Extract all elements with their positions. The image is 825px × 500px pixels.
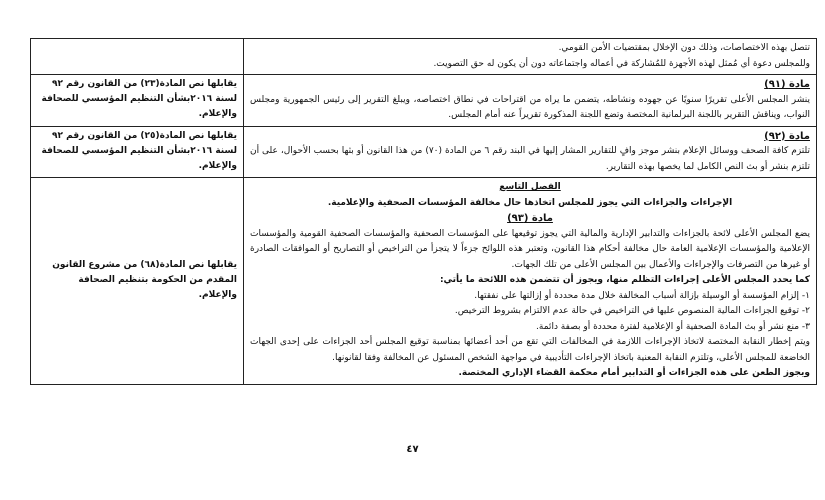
article-text: يضع المجلس الأعلى لائحة بالجزاءات والتدابير الإدارية والمالية التي يجوز توقيعها على المؤسسات الصحفية والمؤسسات الصحفية القومية والمؤسسات الإعلامية والمؤسسات الإعلامية العامة حال مخالفة أحكام هذا القانون، وتعتبر هذه اللوائح جزءاً لا يتجزأ من التراخيص أو التصاريح أو الموافقات الصادرة أو غيرها من التصرفات والإجراءات والأعمال بين المجلس الأعلى من تلك الجهات. <box>250 228 810 270</box>
article-cell <box>244 126 817 178</box>
list-item: ٢- توقيع الجزاءات المالية المنصوص عليها في التراخيص في حالة عدم الالتزام بشروط الترخيص. <box>454 306 810 316</box>
note-cell: يقابلها نص المادة(٢٥) من القانون رقم ٩٢ لسنة ٢٠١٦بشأن التنظيم المؤسسي للصحافة والإعلام. <box>31 126 244 178</box>
law-comparison-table <box>30 38 817 385</box>
note-cell <box>31 39 244 75</box>
chapter-subtitle: الإجراءات والجزاءات التي يجوز للمجلس اتخاذها حال مخالفة المؤسسات الصحفية والإعلامية. <box>327 197 733 208</box>
article-text: ينشر المجلس الأعلى تقريرًا سنويًا عن جهوده ونشاطه، يتضمن ما يراه من اقتراحات في نطاق اختصاصه، ويبلغ التقرير إلى رئيس الجمهورية ومجلس النواب، ويناقش التقرير باللجنة البرلمانية المختصة وتضع اللجنة المذكورة تقريراً عنه أمام المجلس. <box>250 94 810 120</box>
article-text: وللمجلس دعوة أي مُمثل لهذه الأجهزة للمُشاركة في أعماله واجتماعاته دون أن يكون له حق التصويت. <box>433 58 810 69</box>
article-heading: مادة (٩٣) <box>507 213 553 224</box>
article-text: كما يحدد المجلس الأعلى إجراءات التظلم منها، ويجوز أن تتضمن هذه اللائحة ما يأتي: <box>439 275 810 285</box>
article-text: تتصل بهذه الاختصاصات، وذلك دون الإخلال بمقتضيات الأمن القومي. <box>558 43 810 53</box>
article-heading: مادة (٩٢) <box>764 130 810 142</box>
table-row <box>31 39 817 75</box>
document-page <box>30 38 811 442</box>
note-cell: يقابلها نص المادة(٢٣) من القانون رقم ٩٢ لسنة ٢٠١٦بشأن التنظيم المؤسسي للصحافة والإعلام. <box>31 75 244 127</box>
article-text: ويجوز الطعن على هذه الجزاءات أو التدابير أمام محكمة القضاء الإداري المختصة. <box>458 368 810 378</box>
article-heading: مادة (٩١) <box>764 79 810 90</box>
chapter-cell <box>244 178 817 385</box>
article-cell <box>244 39 817 75</box>
table-row <box>31 178 817 385</box>
chapter-title: الفصل التاسع <box>499 182 561 192</box>
table-row <box>31 126 817 178</box>
article-text: تلتزم كافة الصحف ووسائل الإعلام بنشر موجز وافٍ للتقارير المشار إليها في البند رقم ٦ من المادة (٧٠) من هذا القانون أو بثها بحسب الأحوال، على أن تلتزم بنشر أو بث النص الكامل لما يخصها بهذه التقارير. <box>250 146 811 172</box>
note-cell: يقابلها نص المادة(٦٨) من مشروع القانون المقدم من الحكومة بتنظيم الصحافة والإعلام. <box>31 178 244 385</box>
table-row <box>31 75 817 127</box>
article-cell <box>244 75 817 127</box>
page-number: ٤٧ <box>406 444 419 455</box>
article-text: ويتم إخطار النقابة المختصة لاتخاذ الإجراءات اللازمة في المخالفات التي تقع من أحد أعضائها بمناسبة توقيع المجلس أحد الجزاءات على إحدى الجهات الخاضعة للمجلس الأعلى، وتلتزم النقابة المعنية باتخاذ الإجراءات التأديبية في مواجهة الشخص المسئول عن المخالفة وفقا لقانونها. <box>250 337 810 363</box>
list-item: ٣- منع نشر أو بث المادة الصحفية أو الإعلامية لفترة محددة أو بصفة دائمة. <box>536 321 810 332</box>
list-item: ١- إلزام المؤسسة أو الوسيلة بإزالة أسباب المخالفة خلال مدة محددة أو إزالتها على نفقتها. <box>474 290 810 301</box>
